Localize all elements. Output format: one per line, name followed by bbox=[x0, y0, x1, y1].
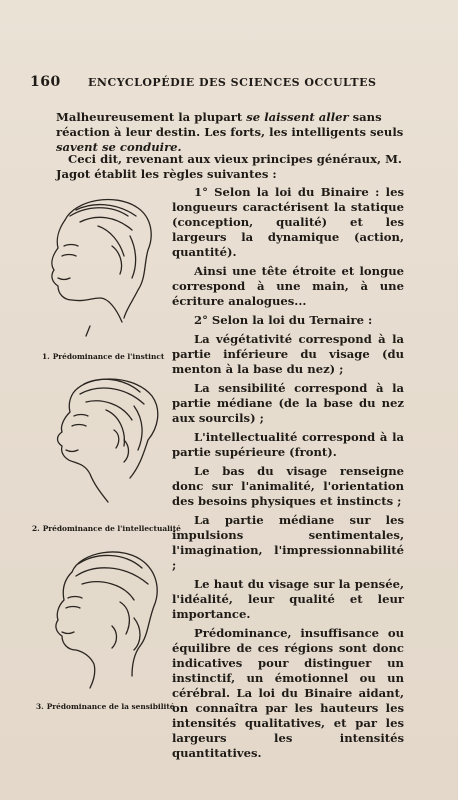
figure-1-number: 1. bbox=[42, 352, 50, 361]
figure-instinct bbox=[20, 186, 170, 346]
figure-intellectuality bbox=[20, 370, 170, 520]
figure-sensibility bbox=[20, 542, 170, 692]
rules-intro-paragraph: Ceci dit, revenant aux vieux principes généraux, M. Jagot établit les règles suivantes : bbox=[56, 152, 402, 181]
intro-text-1: Malheureusement la plupart bbox=[56, 110, 247, 124]
figure-2-text: Prédominance de l'intellectualité bbox=[42, 524, 181, 533]
figure-2-number: 2. bbox=[32, 524, 40, 533]
rule-middle-face: La partie médiane sur les impulsions sentimentales, l'imagination, l'impressionnabilité ; bbox=[172, 513, 404, 572]
rule-intellectuality: L'intellectualité correspond à la partie supérieure (front). bbox=[172, 430, 404, 459]
rule-upper-face: Le haut du visage sur la pensée, l'idéalité, leur qualité et leur importance. bbox=[172, 577, 404, 621]
running-title: ENCYCLOPÉDIE DES SCIENCES OCCULTES bbox=[88, 76, 377, 89]
intro-paragraph bbox=[56, 110, 406, 155]
intro-italic-1: se laissent aller bbox=[246, 110, 349, 124]
figure-1-caption bbox=[42, 352, 202, 361]
intro-italic-2: savent se conduire. bbox=[56, 140, 182, 154]
figure-3-caption bbox=[36, 702, 196, 711]
rule-binary: 1° Selon la loi du Binaire : les longueurs caractérisent la statique (conception, qualité) et les largeurs la dynamique (action, quantité). bbox=[172, 185, 404, 259]
profile-drawing-1 bbox=[20, 186, 170, 346]
page-header bbox=[30, 76, 430, 94]
rules-column bbox=[172, 185, 404, 765]
figure-3-text: Prédominance de la sensibilité bbox=[46, 702, 175, 711]
figure-1-text: Prédominance de l'instinct bbox=[52, 352, 165, 361]
profile-drawing-2 bbox=[20, 370, 170, 520]
rule-conclusion: Prédominance, insuffisance ou équilibre de ces régions sont donc indicatives pour distinguer un instinctif, un émotionnel ou un cérébral. La loi du Binaire aidant, on connaîtra par les hauteurs les intensités qualitatives, et par les largeurs les intensités quantitatives. bbox=[172, 626, 404, 760]
figure-2-caption bbox=[32, 524, 192, 533]
rule-vegetativity: La végétativité correspond à la partie inférieure du visage (du menton à la base du nez) ; bbox=[172, 332, 404, 376]
page-number: 160 bbox=[30, 74, 61, 90]
rule-binary-example: Ainsi une tête étroite et longue correspond à une main, à une écriture analogues... bbox=[172, 264, 404, 308]
rule-lower-face: Le bas du visage renseigne donc sur l'animalité, l'orientation des besoins physiques et instincts ; bbox=[172, 464, 404, 508]
rule-sensibility: La sensibilité correspond à la partie médiane (de la base du nez aux sourcils) ; bbox=[172, 381, 404, 425]
profile-drawing-3 bbox=[20, 542, 170, 692]
figure-3-number: 3. bbox=[36, 702, 44, 711]
rule-ternary-heading: 2° Selon la loi du Ternaire : bbox=[194, 313, 373, 327]
intro-text-2: sans réaction à leur destin. Les forts, les intelligents seuls bbox=[56, 110, 404, 139]
